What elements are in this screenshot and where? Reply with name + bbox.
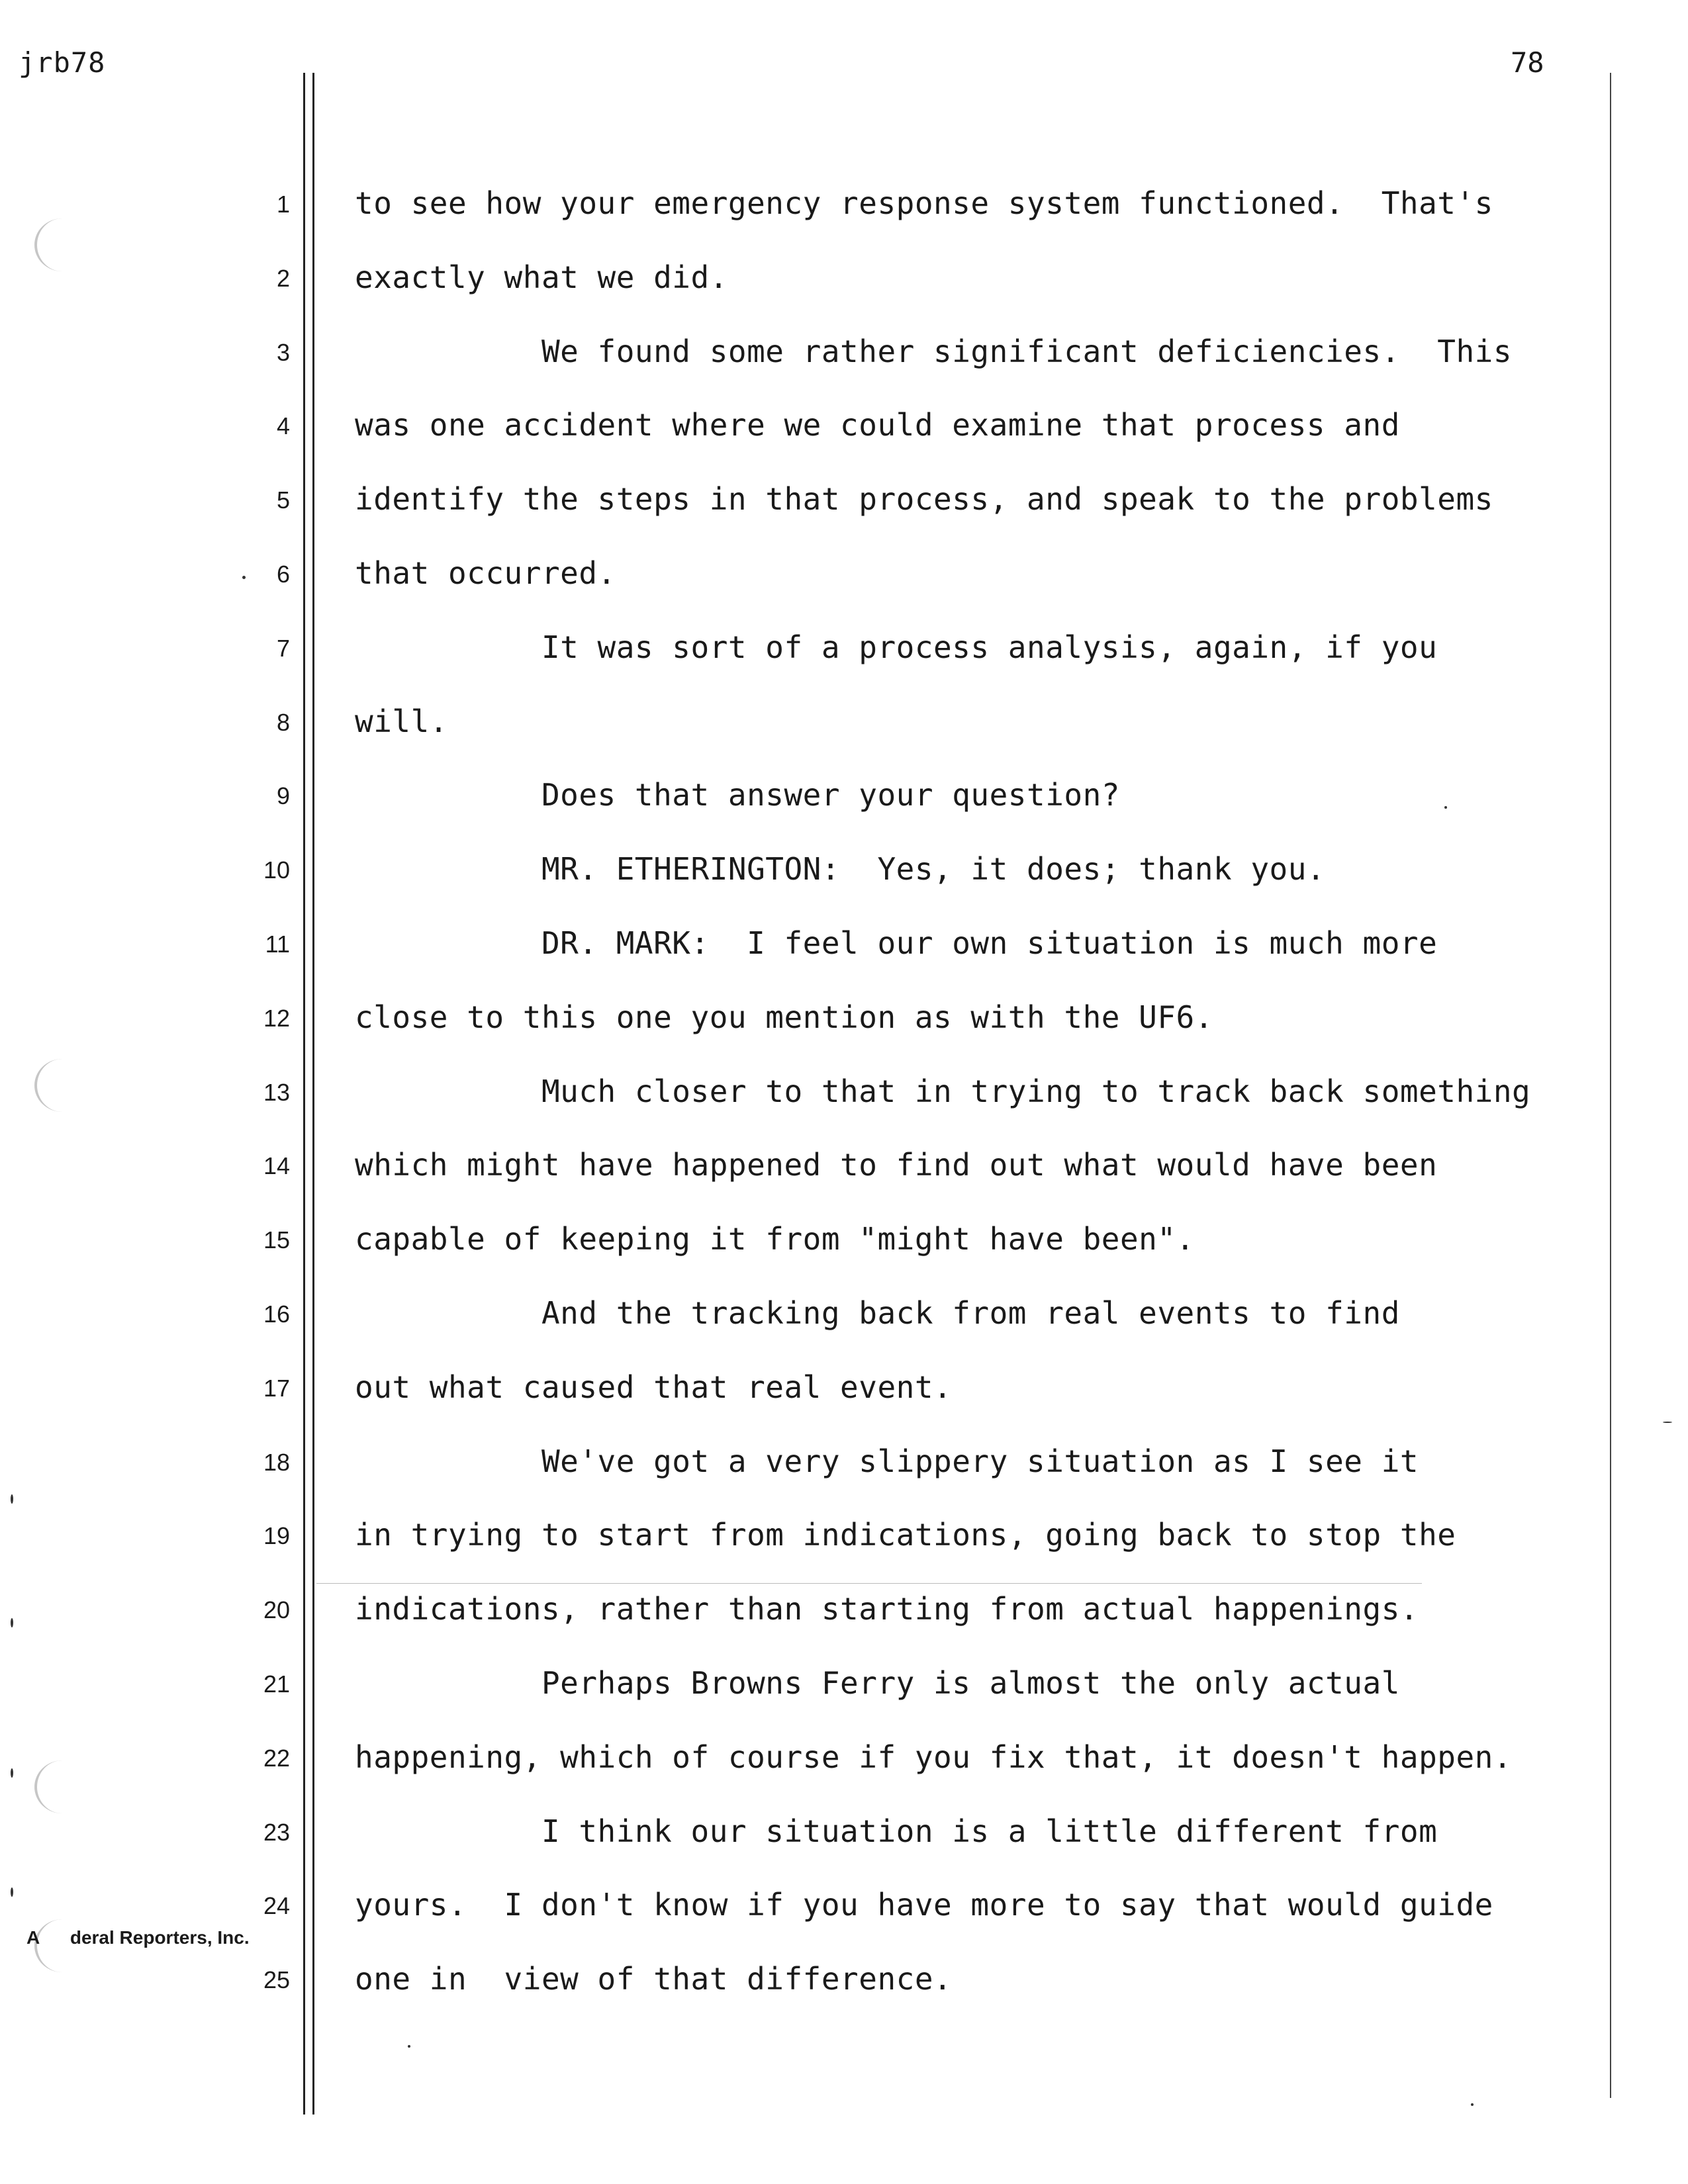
transcript-line: one in view of that difference. [355,1961,953,1997]
transcript-line: that occurred. [355,555,616,591]
line-number: 7 [276,634,290,662]
scan-speck [1471,2103,1474,2106]
transcript-line: yours. I don't know if you have more to say that would guide [355,1887,1493,1923]
line-number: 25 [263,1966,290,1994]
transcript-line: Perhaps Browns Ferry is almost the only actual [355,1665,1400,1701]
scan-speck [242,576,246,579]
line-number: 20 [263,1596,290,1624]
transcript-line: close to this one you mention as with the UF6. [355,999,1213,1035]
transcript-line: MR. ETHERINGTON: Yes, it does; thank you. [355,851,1326,887]
line-number: 9 [276,782,290,810]
scan-speck [1444,806,1447,809]
transcript-line: which might have happened to find out what would have been [355,1147,1438,1183]
transcript-line: And the tracking back from real events to find [355,1295,1400,1331]
transcript-line: We found some rather significant deficiencies. This [355,333,1513,369]
scan-speck [1663,1422,1672,1423]
line-number: 1 [276,191,290,218]
left-margin-rule-inner [312,73,314,2115]
document-id: jrb78 [19,46,106,79]
line-number: 21 [263,1670,290,1698]
transcript-line: Much closer to that in trying to track back something [355,1073,1531,1109]
line-number: 4 [276,412,290,440]
scan-speck [11,1888,13,1897]
scan-speck [11,1618,13,1627]
transcript-line: exactly what we did. [355,259,728,295]
transcript-line: out what caused that real event. [355,1369,953,1405]
line-number: 2 [276,264,290,292]
transcript-line: capable of keeping it from "might have been". [355,1221,1195,1257]
scan-speck [11,1768,13,1778]
line-number: 11 [265,931,290,958]
line-number: 17 [263,1374,290,1402]
line-number: 12 [263,1004,290,1032]
line-number: 18 [263,1448,290,1476]
transcript-line: We've got a very slippery situation as I see it [355,1443,1419,1479]
reporter-stamp: A deral Reporters, Inc. [26,1927,250,1948]
line-number: 22 [263,1744,290,1772]
binder-hole-mark [34,218,90,271]
transcript-line: will. [355,703,448,739]
transcript-line: to see how your emergency response system functioned. That's [355,185,1493,221]
page-number: 78 [1511,46,1544,79]
transcript-line: It was sort of a process analysis, again, if you [355,629,1438,665]
line-number: 6 [276,561,290,588]
binder-hole-mark [34,1059,90,1112]
line-number: 15 [263,1226,290,1254]
line-number: 10 [263,856,290,884]
line-number: 5 [276,486,290,514]
transcript-line: Does that answer your question? [355,777,1120,813]
left-margin-rule [303,73,305,2115]
binder-hole-mark [34,1760,90,1813]
line-number: 14 [263,1152,290,1180]
transcript-line: DR. MARK: I feel our own situation is much more [355,925,1438,961]
transcript-line: indications, rather than starting from actual happenings. [355,1591,1419,1627]
line-number: 3 [276,338,290,366]
line-number: 16 [263,1300,290,1328]
line-number: 24 [263,1892,290,1920]
line-number: 8 [276,708,290,736]
transcript-line: in trying to start from indications, going back to stop the [355,1517,1456,1553]
line-number: 13 [263,1078,290,1106]
transcript-line: I think our situation is a little different from [355,1813,1438,1849]
line-number: 23 [263,1818,290,1846]
scan-speck [408,2045,410,2048]
line-number: 19 [263,1522,290,1550]
transcript-line: happening, which of course if you fix that, it doesn't happen. [355,1739,1513,1775]
faint-scan-rule [316,1583,1422,1584]
right-margin-rule [1610,73,1611,2098]
transcript-line: was one accident where we could examine that process and [355,407,1400,443]
scan-speck [11,1494,13,1504]
transcript-line: identify the steps in that process, and speak to the problems [355,481,1493,518]
